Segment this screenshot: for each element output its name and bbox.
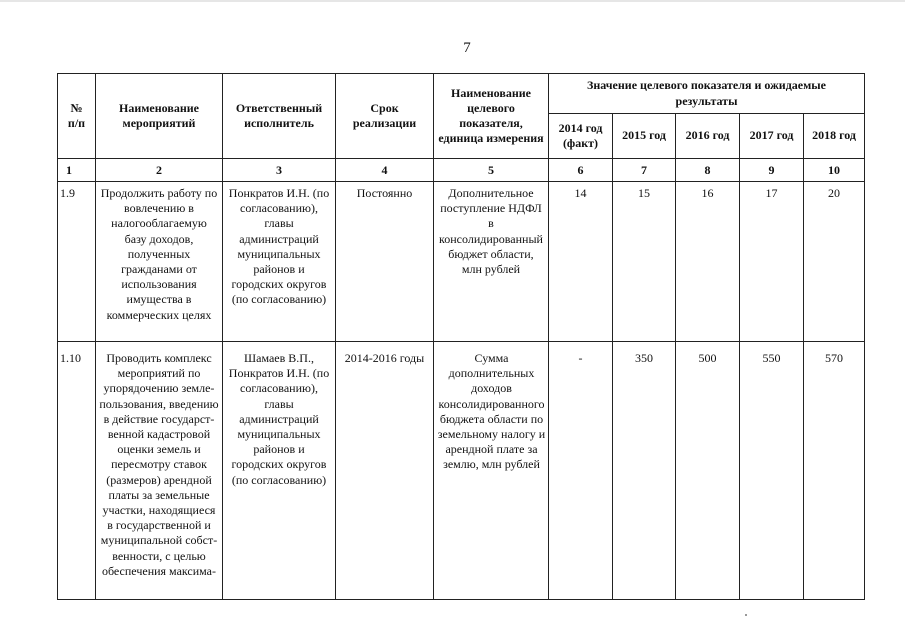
header-year-2018: 2018 год <box>812 128 856 143</box>
index-cell-3: 3 <box>276 163 282 177</box>
index-cell-10: 10 <box>828 163 840 177</box>
row-1-9-value-2014: 14 <box>574 186 587 200</box>
table-border-bottom <box>57 599 865 600</box>
measures-table <box>57 73 865 600</box>
row-1-10-responsible: Шамаев В.П., Понкратов И.Н. (по согласованию), главы администраций муниципальных районов и городских округов (по согласованию) <box>228 351 330 487</box>
row-1-10-indicator: Сумма дополнительных доходов консолидированного бюджета области по земельному налогу и арендной плате за землю, млн рублей <box>437 351 546 472</box>
row-1-9-responsible: Понкратов И.Н. (по согласованию), главы администраций муниципальных районов и городских округов (по согласованию) <box>228 186 330 307</box>
header-bottom-line <box>57 158 865 159</box>
row-1-9-value-2016: 16 <box>701 186 714 200</box>
row-1-9-value-2015: 15 <box>638 186 650 200</box>
row-1-9-value-2017: 17 <box>765 186 778 200</box>
scan-edge <box>0 0 905 2</box>
header-year-2017: 2017 год <box>749 128 794 143</box>
index-cell-4: 4 <box>381 163 388 177</box>
index-cell-7: 7 <box>641 163 647 177</box>
header-col-name: Наименование мероприятий <box>119 100 199 130</box>
index-cell-8: 8 <box>704 163 711 177</box>
index-row-bottom-line <box>57 181 865 182</box>
row-1-10-value-2017: 550 <box>762 351 781 365</box>
row-1-10-num: 1.10 <box>60 351 81 365</box>
row-1-10-value-2018: 570 <box>825 351 843 365</box>
page-number: 7 <box>463 40 471 56</box>
header-group-title: Значение целевого показателя и ожидаемые результаты <box>587 78 826 108</box>
scan-speck <box>745 614 747 616</box>
header-year-2016: 2016 год <box>685 128 730 143</box>
index-cell-5: 5 <box>488 163 494 177</box>
header-year-2014: 2014 год (факт) <box>558 120 603 150</box>
row-1-10-term: 2014-2016 годы <box>344 351 425 365</box>
row-1-10-name: Проводить комплекс мероприятий по упорядочению земле- пользования, введению в действие государст- венной кадастровой оценки земель и пересмотру ставок (размеров) арендной платы за земельные участки, находящиеся в государственной и муниципальной собст- венности, с целью обеспечения максима- <box>99 351 219 578</box>
row-1-10-value-2014: - <box>578 351 583 365</box>
row-1-9-num: 1.9 <box>60 186 75 200</box>
row-1-9-indicator: Дополнительное поступление НДФЛ в консолидированный бюджет области, млн рублей <box>439 186 543 277</box>
header-col-term: Срок реализации <box>352 100 417 130</box>
row-1-9-term: Постоянно <box>356 186 413 200</box>
index-cell-9: 9 <box>768 163 775 177</box>
table-border-right <box>864 73 865 600</box>
header-col-num: № п/п <box>67 100 86 130</box>
header-year-2015: 2015 год <box>622 128 666 143</box>
row-1-10-value-2016: 500 <box>698 351 717 365</box>
index-cell-1: 1 <box>66 163 72 177</box>
row-1-9-bottom-line <box>57 341 865 342</box>
row-1-9-name: Продолжить работу по вовлечению в налогооблагаемую базу доходов, полученных гражданами от использования имущества в коммерческих целях <box>100 186 218 322</box>
row-1-9-value-2018: 20 <box>828 186 840 200</box>
header-col-responsible: Ответственный исполнитель <box>235 100 323 130</box>
row-1-10-value-2015: 350 <box>635 351 653 365</box>
index-cell-2: 2 <box>156 163 162 177</box>
index-cell-6: 6 <box>577 163 584 177</box>
header-col-indicator: Наименование целевого показателя, единица измерения <box>438 85 544 146</box>
